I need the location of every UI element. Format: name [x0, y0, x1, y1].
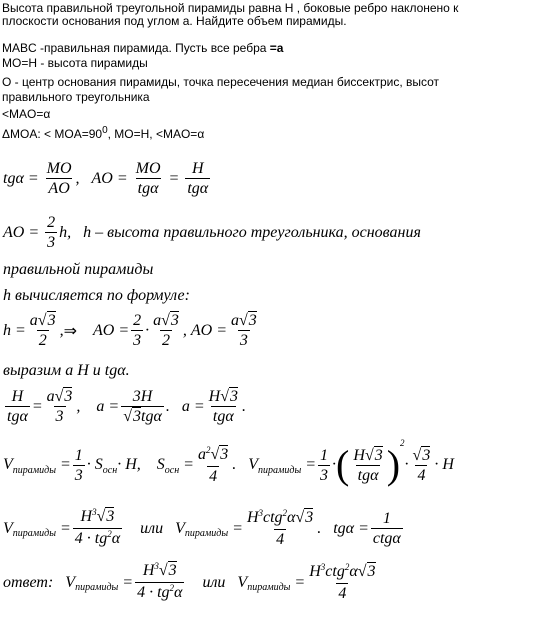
f4-num4: H√3	[208, 388, 238, 405]
formula-volume: V пирамиды = 1 3 · S осн · H , S осн = $a^2√3$ 4 . V пирамиды = 1 3 · ( H√3 tgα ) 2 · √3 4 · H	[3, 438, 454, 487]
f5-frac2	[196, 446, 230, 485]
f5-S1: S	[94, 456, 103, 473]
f6-den3: ctgα	[372, 530, 401, 547]
f5-num1: 1	[74, 446, 83, 464]
formula-a: H tgα = a√3 3 , a = 3H √3tgα . a = H√3 tgα .	[7, 388, 246, 425]
f2-desc: h – высота правильного треугольника, основания	[83, 223, 421, 241]
f6-num1: $H^3√3$	[80, 507, 115, 525]
f1-den2: tgα	[137, 180, 159, 197]
f1-den: AO	[48, 180, 70, 197]
f1-num2: MO	[135, 160, 161, 177]
f5-r1: 3	[220, 445, 229, 463]
f1-num: MO	[46, 160, 72, 177]
f5-frac4	[351, 447, 384, 484]
f3-h: h	[3, 321, 11, 339]
ans-V2: V	[237, 573, 248, 591]
f5-V1: V	[3, 456, 13, 473]
solution-line-4: правильного треугольника	[2, 90, 150, 104]
f3-ao2: AO	[190, 321, 213, 339]
ans-cube1: 3	[154, 561, 159, 571]
f3-r2: 3	[170, 312, 179, 329]
f6-num3: 1	[382, 510, 391, 527]
f6-frac3	[371, 510, 403, 547]
f1-frac-mo-ao	[45, 160, 74, 197]
f6-den2: 4	[276, 531, 285, 548]
f3-num2: 2	[133, 312, 142, 329]
f2-h: h	[59, 223, 68, 241]
f6-num2: $H^3ctg^2\alpha√3$	[246, 508, 314, 526]
f5-Ssub1: осн	[102, 464, 118, 476]
formula-tg-ao: tgα = $\frac{MO}{AO}$ , AO = MO tgα = H tgα	[3, 160, 209, 197]
f6-four1: 4	[74, 530, 83, 547]
answer-line: ответ: V пирамиды = $H^3√3$ $4 \cdot tg^2\alpha$ или V пирамиды = $H^3ctg^2\alpha√3$ 4	[3, 561, 376, 602]
f5-den1: 3	[74, 466, 83, 484]
f5-den4: tgα	[357, 466, 379, 484]
ans-sq2: 2	[344, 562, 350, 572]
ans-or: или	[202, 573, 226, 591]
f4-den4: tgα	[212, 408, 234, 425]
solution-line-1-text: MABC -правильная пирамида. Пусть все ребра	[2, 41, 270, 55]
ans-ctg: ctg	[325, 563, 345, 580]
f1-frac-mo-tg	[134, 160, 163, 197]
f5-H1: H	[125, 456, 137, 473]
f6-H1: H	[80, 508, 93, 525]
problem-line-2: плоскости основания под углом a. Найдите объем пирамиды.	[2, 14, 347, 28]
formula-volume-2: V пирамиды = $H^3√3$ $4 \cdot tg^2\alpha$ или V пирамиды = $H^3ctg^2\alpha√3$ 4 . tgα = 1 ctgα	[3, 507, 401, 548]
ans-V1: V	[65, 573, 76, 591]
f4-r3: 3	[229, 388, 238, 405]
f5-Ssub2: осн	[164, 464, 180, 476]
ans-num2: $H^3ctg^2\alpha√3$	[309, 562, 376, 580]
f4-den1: tgα	[7, 408, 28, 425]
f5-S2: S	[156, 456, 165, 473]
f6-cube1: 3	[92, 507, 97, 517]
ans-Vsub1: пирамиды	[75, 582, 119, 593]
f5-frac3	[318, 447, 330, 484]
f6-sq1: 2	[107, 529, 112, 539]
f3-num3: a√3	[153, 312, 179, 329]
f3-frac1	[28, 312, 58, 349]
solution-line-1	[2, 41, 283, 55]
f5-num3: 1	[320, 446, 329, 464]
f5-Vsub2: пирамиды	[258, 464, 302, 476]
ans-sq1: 2	[169, 583, 175, 593]
f6-V2: V	[175, 519, 185, 537]
f3-r1: 3	[47, 312, 56, 329]
f2-den: 3	[47, 234, 56, 251]
f3-den4: 3	[239, 332, 248, 349]
problem-line-1: Высота правильной треугольной пирамиды равна H , боковые ребро наклонено к	[2, 1, 459, 15]
f4-r2: 3	[133, 408, 141, 425]
f4-H: H	[208, 388, 221, 405]
f4-num2: a√3	[46, 388, 73, 405]
pyramid-word-line: правильной пирамиды	[3, 261, 154, 278]
solution-line-5: <MAO=α	[2, 107, 51, 121]
f4-frac1	[5, 388, 30, 425]
f5-den3: 3	[320, 466, 329, 484]
f4-den2: 3	[55, 408, 64, 425]
f6-frac1	[73, 508, 122, 549]
f5-num2: $a^2√3$	[197, 444, 229, 463]
solution-line-6	[2, 124, 204, 141]
f1-tg: tgα	[3, 169, 24, 187]
f3-a1: a	[29, 312, 38, 329]
f5-num4: H√3	[353, 446, 383, 464]
f3-den3: 2	[162, 332, 170, 349]
f3-frac3	[151, 312, 181, 349]
f3-ao1: AO	[92, 321, 115, 339]
f5-H2: H	[353, 446, 365, 464]
f4-a3: a	[181, 397, 190, 415]
f1-den3: tgα	[187, 180, 209, 197]
f4-den3: √3tgα	[123, 408, 162, 425]
f5-a: a	[197, 445, 206, 463]
f4-num1: H	[11, 388, 24, 405]
f6-H2: H	[246, 509, 259, 526]
f5-r2: 3	[374, 446, 383, 464]
f6-cube2: 3	[258, 508, 263, 518]
f2-num: 2	[47, 214, 56, 231]
express-line: выразим a H и tgα.	[3, 362, 130, 379]
solution-line-3: O - центр основания пирамиды, точка пересечения медиан биссектрис, высот	[2, 75, 440, 89]
f5-Vsub1: пирамиды	[12, 464, 56, 476]
solution-line-6a: ΔMOA: < MOA=90	[2, 127, 103, 141]
f1-ao: AO	[91, 169, 113, 187]
f6-r2: 3	[305, 509, 314, 526]
formula-text-line: h вычисляется по формуле:	[3, 287, 190, 304]
ans-frac2	[307, 563, 377, 602]
f4-tg: tgα	[141, 408, 162, 425]
f5-frac5	[411, 447, 433, 484]
ans-num1: $H^3√3$	[142, 561, 177, 579]
f6-frac2	[245, 509, 315, 548]
f4-a1: a	[46, 388, 55, 405]
f3-num1: a√3	[29, 312, 56, 329]
formula-h: h = a√3 2 , ⇒ AO = 2 3 · a√3 2 , AO = a√3 3	[3, 312, 257, 349]
answer-label: ответ:	[3, 573, 54, 591]
f6-V1: V	[3, 519, 13, 537]
f5-sq2: 2	[400, 438, 405, 448]
f5-V2: V	[248, 456, 259, 473]
f2-frac	[45, 214, 57, 251]
f3-a2: a	[153, 312, 162, 329]
ans-den1: $4 \cdot tg^2\alpha$	[137, 583, 183, 601]
f3-a3: a	[231, 312, 240, 329]
f6-sq2: 2	[282, 508, 288, 518]
f6-or: или	[140, 519, 164, 537]
f6-den1: $4 \cdot tg^2\alpha$	[74, 529, 121, 547]
f4-r1: 3	[64, 388, 73, 405]
ans-cube2: 3	[320, 562, 326, 572]
f3-frac2	[131, 312, 143, 349]
f4-frac3	[121, 388, 164, 425]
f2-ao: AO	[3, 223, 25, 241]
f1-frac-h-tg	[185, 160, 210, 197]
f3-num4: a√3	[231, 312, 257, 329]
ans-H2: H	[309, 563, 321, 580]
ans-four1: 4	[137, 584, 146, 601]
f3-r3: 3	[248, 312, 257, 329]
ans-r2: 3	[367, 563, 376, 580]
f6-Vsub1: пирамиды	[12, 528, 56, 539]
degree-sup: 0	[102, 125, 108, 136]
ans-H1: H	[142, 562, 155, 579]
ans-Vsub2: пирамиды	[247, 582, 291, 593]
f6-ctg: ctg	[263, 509, 283, 526]
f6-Vsub2: пирамиды	[184, 528, 229, 539]
f6-r1: 3	[106, 508, 115, 525]
f3-den2: 3	[133, 332, 142, 349]
f5-r3: 3	[422, 446, 431, 464]
f3-den1: 2	[38, 332, 47, 349]
ans-den2: 4	[338, 585, 347, 602]
f5-den5: 4	[417, 466, 426, 484]
f3-frac4	[229, 312, 259, 349]
f5-den2: 4	[209, 467, 218, 485]
f5-num5: √3	[412, 446, 431, 464]
f4-a2: a	[96, 397, 105, 415]
f6-tg: tgα	[333, 519, 355, 537]
f4-num3: 3H	[132, 388, 153, 405]
implies-arrow: ⇒	[63, 322, 77, 340]
solution-line-6b: , MO=H, <MAO=α	[107, 127, 205, 141]
f5-sq1: 2	[205, 444, 211, 455]
solution-line-1-bold: =a	[269, 41, 284, 55]
f4-frac4	[207, 388, 240, 425]
f5-H3: H	[442, 456, 454, 473]
formula-ao-2-3h: AO = $\frac{2}{3}$ h , h – высота правильного треугольника, основания	[3, 214, 421, 251]
ans-r1: 3	[168, 562, 177, 579]
f4-frac2	[45, 388, 75, 425]
solution-line-2: MO=H - высота пирамиды	[2, 56, 148, 70]
f5-frac1	[73, 447, 85, 484]
f1-num3: H	[191, 160, 204, 177]
ans-frac1	[135, 562, 184, 603]
